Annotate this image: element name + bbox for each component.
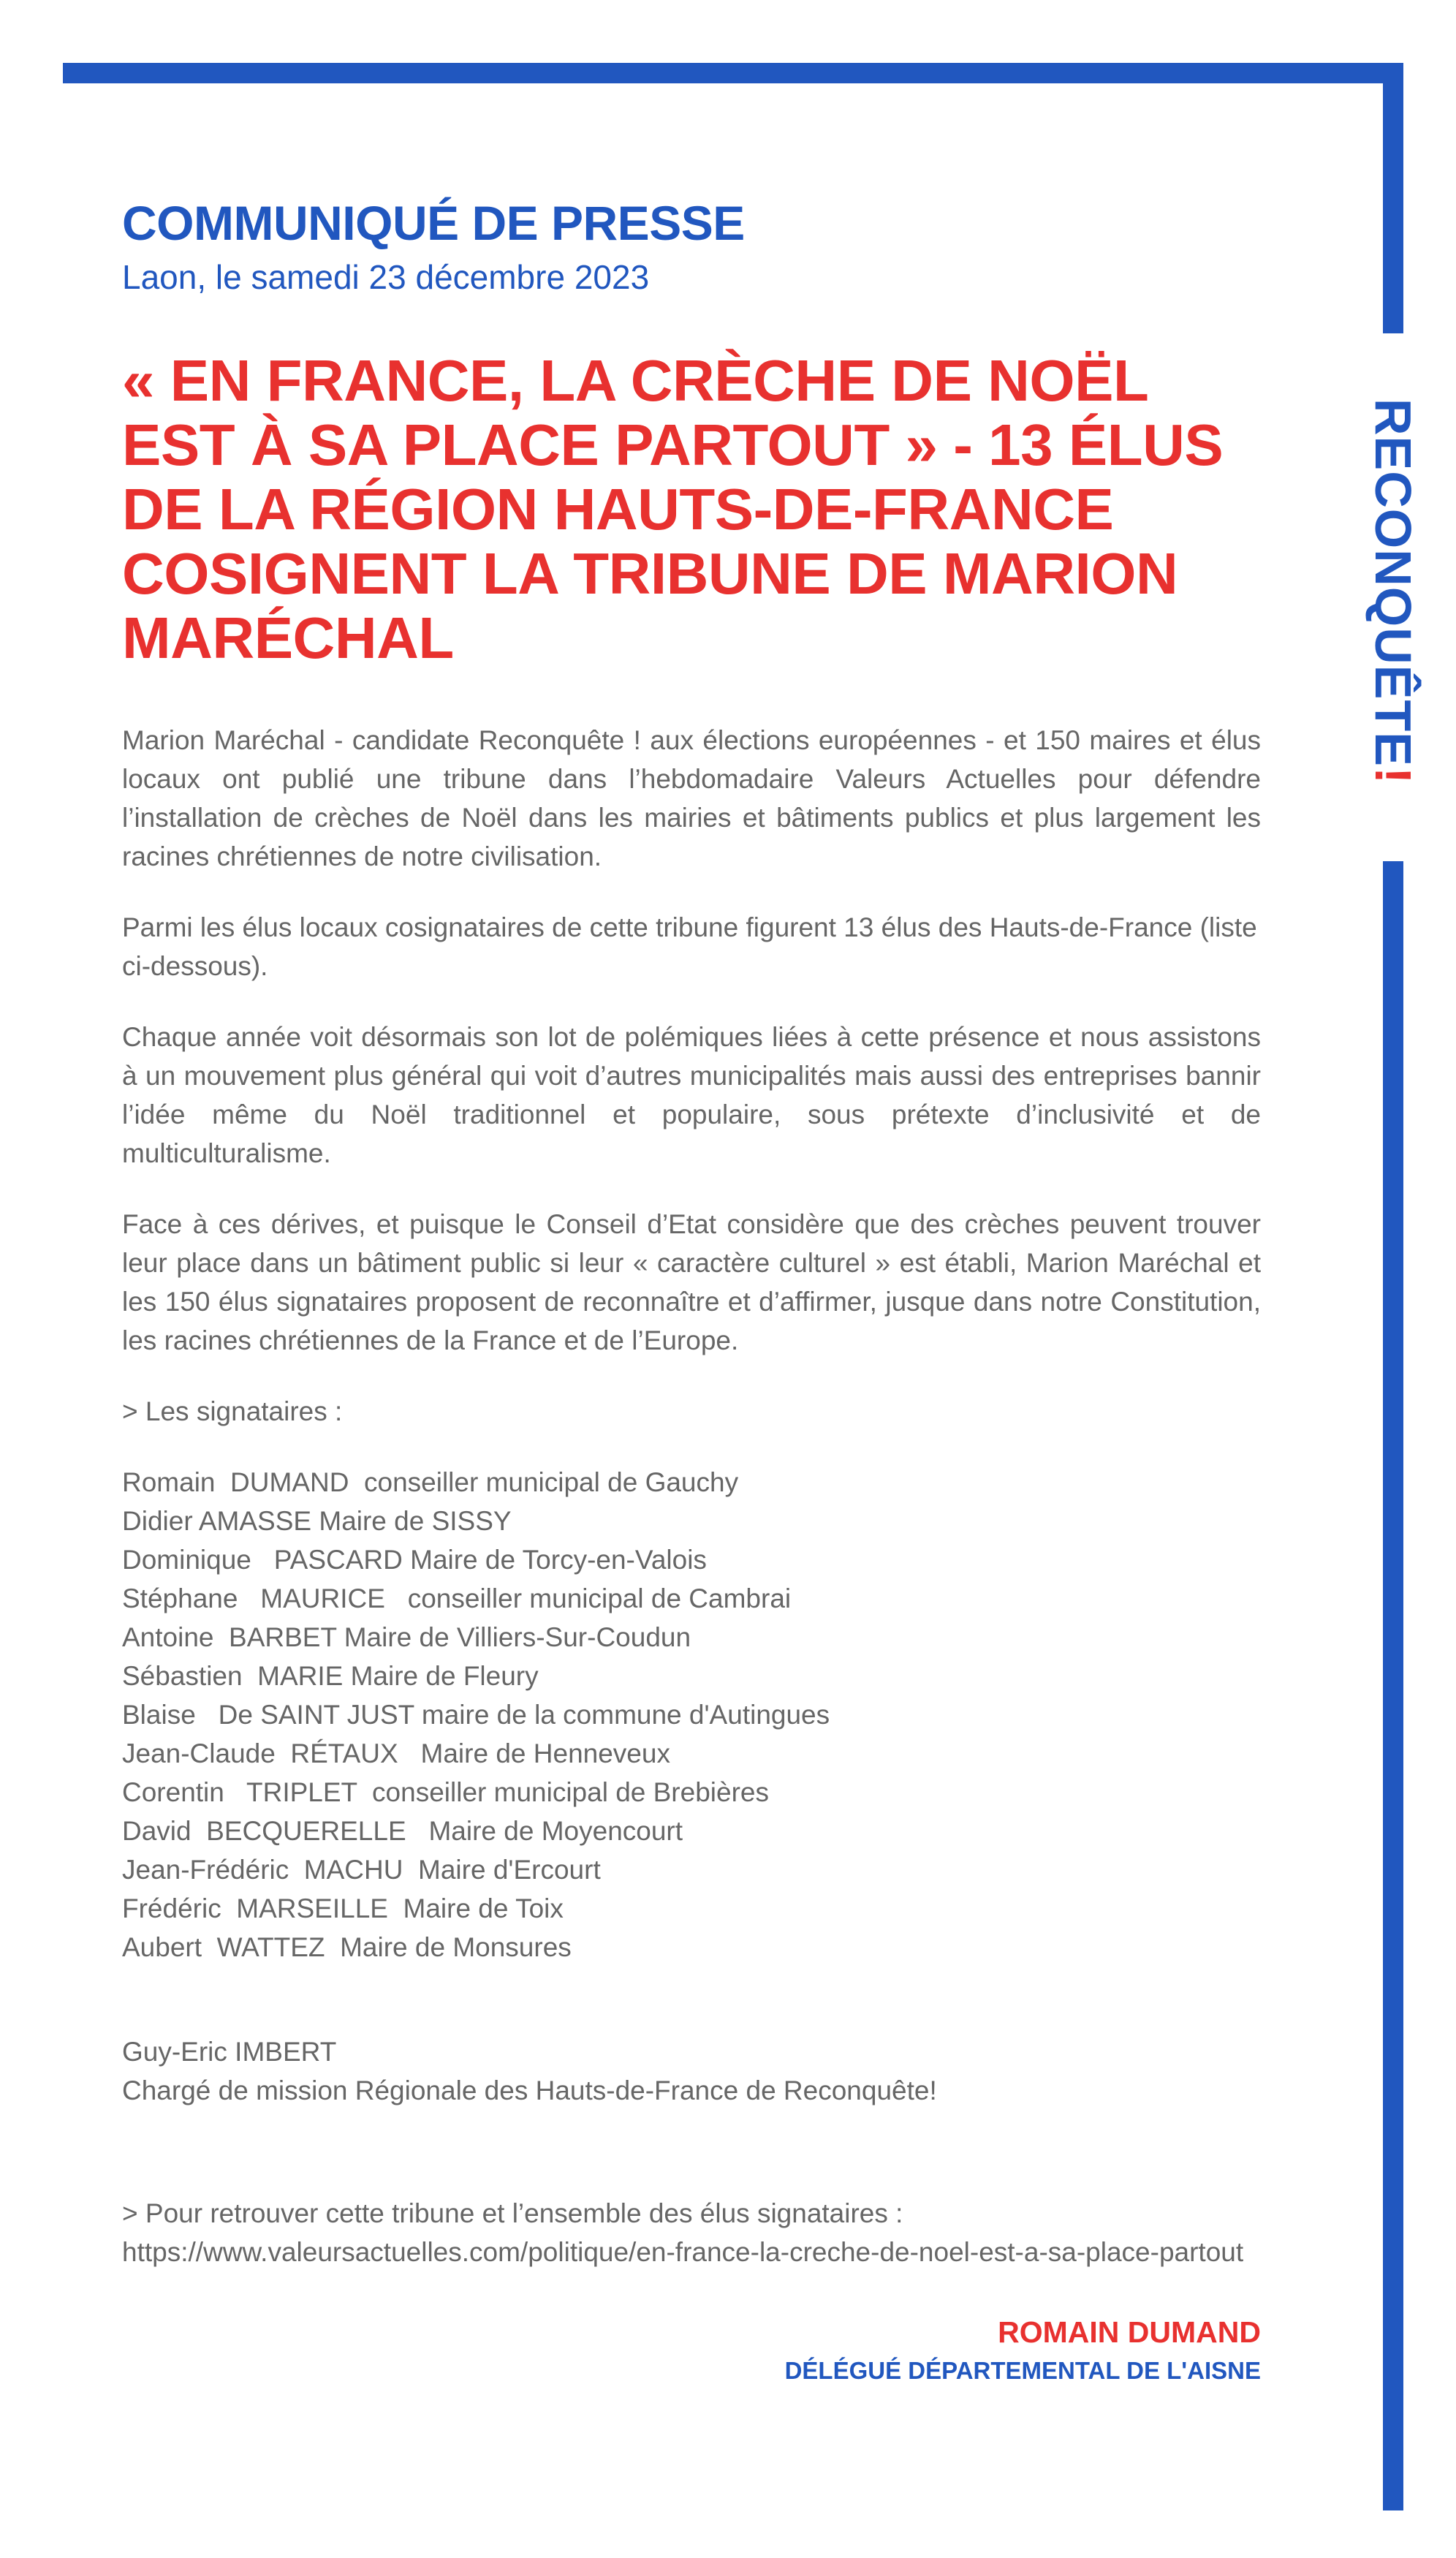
brand-bang: !	[1365, 766, 1422, 785]
signatory-item: Stéphane MAURICE conseiller municipal de Cambrai	[122, 1583, 792, 1613]
signatories-label: > Les signataires :	[122, 1396, 343, 1426]
signatory-item: Dominique PASCARD Maire de Torcy-en-Valois	[122, 1545, 707, 1575]
article-body	[122, 721, 1261, 2271]
paragraph: Face à ces dérives, et puisque le Conseil d’Etat considère que des crèches peuvent trouver leur place dans un bâtiment public si leur « caractère culturel » est établi, Marion Maréchal et les 150 élus signataires proposent de reconnaître et d’affirmer, jusque dans notre Constitution, les racines chrétiennes de la France et de l’Europe.	[122, 1209, 1261, 1355]
signatories-list	[122, 1463, 1261, 1967]
signature-name: ROMAIN DUMAND	[998, 2315, 1261, 2349]
closing-block	[122, 2032, 1261, 2110]
frame-right-bar-upper	[1383, 63, 1403, 333]
closing-name: Guy-Eric IMBERT	[122, 2037, 337, 2067]
signatory-item: Jean-Claude RÉTAUX Maire de Henneveux	[122, 1738, 670, 1768]
link-label: > Pour retrouver cette tribune et l’ensemble des élus signataires :	[122, 2198, 903, 2228]
dateline: Laon, le samedi 23 décembre 2023	[122, 258, 650, 296]
frame-top-bar	[63, 63, 1403, 83]
paragraph: Chaque année voit désormais son lot de polémiques liées à cette présence et nous assistons à un mouvement plus général qui voit d’autres municipalités mais aussi des entreprises bannir l’idée même du Noël traditionnel et populaire, sous prétexte d’inclusivité et de multiculturalisme.	[122, 1022, 1261, 1168]
signatory-item: Antoine BARBET Maire de Villiers-Sur-Coudun	[122, 1622, 691, 1652]
frame-right-bar-lower	[1383, 861, 1403, 2510]
signatory-item: Frédéric MARSEILLE Maire de Toix	[122, 1893, 564, 1923]
source-url-link[interactable]: https://www.valeursactuelles.com/politique/en-france-la-creche-de-noel-est-a-sa-place-partout	[122, 2237, 1244, 2267]
press-release-kicker: COMMUNIQUÉ DE PRESSE	[122, 196, 745, 250]
brand-name: RECONQUÊTE	[1365, 398, 1422, 767]
paragraph: Parmi les élus locaux cosignataires de cette tribune figurent 13 élus des Hauts-de-France (liste ci-dessous).	[122, 912, 1257, 981]
signatory-item: David BECQUERELLE Maire de Moyencourt	[122, 1816, 683, 1846]
brand-logo	[1365, 398, 1422, 785]
signatory-item: Aubert WATTEZ Maire de Monsures	[122, 1932, 572, 1962]
signatory-item: Blaise De SAINT JUST maire de la commune d'Autingues	[122, 1700, 830, 1730]
headline: « EN FRANCE, LA CRÈCHE DE NOËL EST À SA PLACE PARTOUT » - 13 ÉLUS DE LA RÉGION HAUTS-DE-FRANCE COSIGNENT LA TRIBUNE DE MARION MARÉCHAL	[122, 348, 1224, 670]
signatory-item: Corentin TRIPLET conseiller municipal de Brebières	[122, 1777, 769, 1807]
signatory-item: Didier AMASSE Maire de SISSY	[122, 1506, 512, 1536]
paragraph: Marion Maréchal - candidate Reconquête ! aux élections européennes - et 150 maires et élus locaux ont publié une tribune dans l’hebdomadaire Valeurs Actuelles pour défendre l’installation de crèches de Noël dans les mairies et bâtiments publics et plus largement les racines chrétiennes de notre civilisation.	[122, 725, 1261, 871]
signature-role: DÉLÉGUÉ DÉPARTEMENTAL DE L'AISNE	[784, 2357, 1261, 2384]
link-block	[122, 2194, 1261, 2271]
closing-role: Chargé de mission Régionale des Hauts-de-France de Reconquête!	[122, 2075, 937, 2105]
signatory-item: Jean-Frédéric MACHU Maire d'Ercourt	[122, 1855, 601, 1885]
signatory-item: Romain DUMAND conseiller municipal de Gauchy	[122, 1467, 739, 1497]
signatory-item: Sébastien MARIE Maire de Fleury	[122, 1661, 539, 1691]
